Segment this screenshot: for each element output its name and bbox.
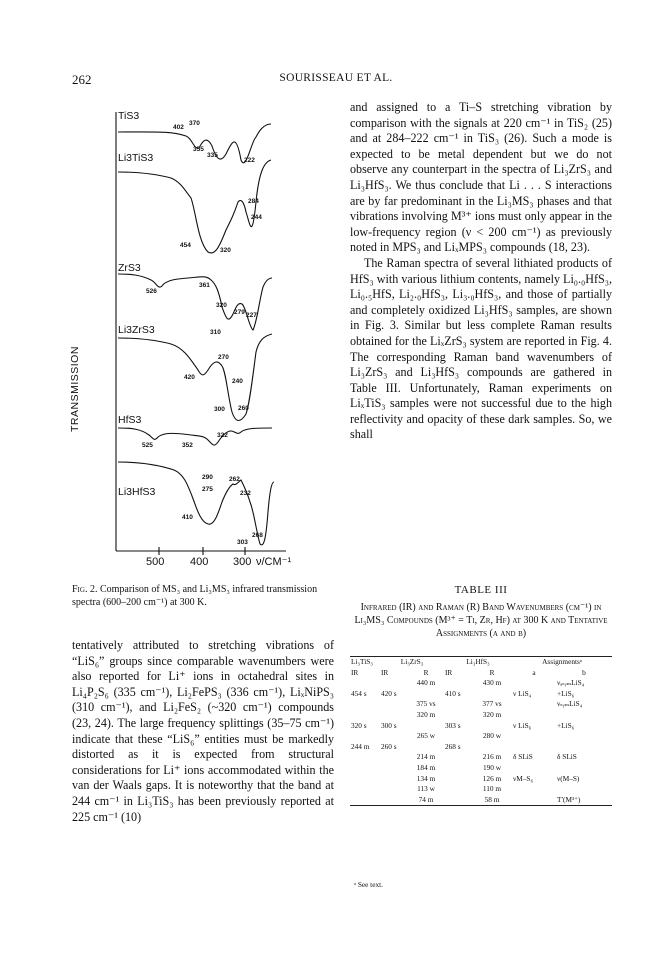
peak-label-ZrS3: 310 <box>210 329 221 336</box>
table-cell <box>512 742 556 753</box>
table-cell <box>444 774 472 785</box>
table-cell <box>380 774 408 785</box>
table-row <box>350 784 612 795</box>
table-cell: νₐₛᵧₘLiS₄ <box>557 678 585 688</box>
table-row <box>350 731 612 742</box>
table-cell <box>350 731 380 742</box>
header-cell: Li₃HfS₃ <box>466 657 490 666</box>
table-cell: 214 m <box>416 752 436 762</box>
table-cell: 268 s <box>445 741 461 751</box>
table-cell <box>408 742 444 753</box>
table-cell <box>350 699 380 710</box>
table-cell: 430 m <box>482 678 502 688</box>
peak-label-TiS3: 222 <box>244 157 255 164</box>
header-cell: b <box>582 667 586 677</box>
peak-label-TiS3: 370 <box>189 120 200 127</box>
label-ZrS3: ZrS3 <box>118 262 141 274</box>
table-cell <box>380 784 408 795</box>
table-cell: 300 s <box>381 720 397 730</box>
trace-Li3TiS3 <box>118 160 271 253</box>
table-cell: δ SLiS <box>513 752 533 762</box>
table <box>350 656 612 808</box>
table-cell <box>556 763 612 774</box>
table-cell: 420 s <box>381 688 397 698</box>
x-tick-label-500: 500 <box>146 556 165 568</box>
peak-label-Li3ZrS3: 240 <box>232 378 243 385</box>
y-axis-label: TRANSMISSION <box>69 346 81 432</box>
peak-label-HfS3: 352 <box>182 442 193 449</box>
peak-label-Li3ZrS3: 270 <box>218 354 229 361</box>
peak-label-Li3HfS3: 268 <box>252 532 263 539</box>
table-cell: +LiS₆ <box>557 720 575 730</box>
table-cell: 377 vs <box>482 699 502 709</box>
right-column-text <box>350 100 612 443</box>
table-cell: 184 m <box>416 762 436 772</box>
peak-label-ZrS3: 227 <box>246 312 257 319</box>
table-caption: Infrared (IR) and Raman (R) Band Wavenumbers (cm⁻¹) in Li₃MS₃ Compounds (M³⁺ = Ti, Zr, Hf) at 300 K and Tentative Assignments (a and b) <box>354 602 608 639</box>
figure-caption-lead: Fig. 2. <box>72 584 98 595</box>
table-cell <box>556 710 612 721</box>
trace-Li3HfS3 <box>118 462 274 545</box>
table-cell <box>380 731 408 742</box>
table-cell: 410 s <box>445 688 461 698</box>
table-cell <box>472 689 512 700</box>
table-cell: νₛᵧₘLiS₄ <box>557 699 583 709</box>
table-cell <box>444 731 472 742</box>
table-cell <box>380 699 408 710</box>
x-axis-unit: ν/CM⁻¹ <box>256 556 292 568</box>
table-cell: νM–S₆ <box>513 773 534 783</box>
peak-label-Li3HfS3: 262 <box>229 476 240 483</box>
peak-label-Li3TiS3: 454 <box>180 242 191 249</box>
table-cell: 216 m <box>482 752 502 762</box>
table-cell <box>512 731 556 742</box>
table-cell <box>512 699 556 710</box>
paragraph: The Raman spectra of several lithiated products of HfS₃ with various lithium contents, namely Li₀.₀HfS₃, Li₀.₅HfS, Li₂.₀HfS₃, Li₃.₀HfS₃, and those of partially and completely oxidized Li₃HfS₃ samples, are shown in Fig. 3. Similar but less complete Raman results obtained for the LiₓZrS₃ system are reported in Fig. 4. The corresponding Raman band wavenumbers of Li₃ZrS₃ and Li₃HfS₃ compounds are gathered in Table III. Unfortunately, Raman experiments on LiₓTiS₃ samples were not successful due to the high reflectivity and opacity of these dark samples. So, we shall <box>350 255 612 442</box>
peak-label-TiS3: 402 <box>173 124 184 131</box>
table-cell <box>380 710 408 721</box>
table-row <box>350 774 612 785</box>
table-cell <box>350 784 380 795</box>
header-cell: Li₃TiS₃ <box>351 657 373 666</box>
page-number: 262 <box>72 72 92 87</box>
peak-label-Li3TiS3: 284 <box>248 198 259 205</box>
table-cell <box>556 742 612 753</box>
table-cell: +LiS₆ <box>557 688 575 698</box>
table-cell <box>512 710 556 721</box>
table-cell <box>380 752 408 763</box>
table-row <box>350 678 612 689</box>
peak-label-ZrS3: 361 <box>199 282 210 289</box>
table-row <box>350 710 612 721</box>
table-cell <box>380 678 408 689</box>
peak-label-TiS3: 355 <box>193 146 204 153</box>
table-cell <box>444 699 472 710</box>
header-cell: R <box>489 667 495 677</box>
table-cell: 113 w <box>417 784 435 794</box>
table-cell: δ SLiS <box>557 752 577 762</box>
table-heading <box>350 584 612 640</box>
table-row <box>350 721 612 732</box>
table-cell <box>444 763 472 774</box>
table-cell <box>472 742 512 753</box>
x-tick-label-400: 400 <box>190 556 209 568</box>
peak-label-HfS3: 322 <box>217 432 228 439</box>
table-number: TABLE III <box>454 584 508 596</box>
table-row <box>350 795 612 806</box>
table-cell: ν LiS₆ <box>513 720 532 730</box>
paragraph: and assigned to a Ti–S stretching vibration by comparison with the signals at 220 cm⁻¹ in TiS₂ (25) and at 284–222 cm⁻¹ in TiS₃ (26). Such a mode is expected to be metal dependent but we do not observe any counterpart in the spectra of Li₃ZrS₃ and Li₃HfS₃. We thus conclude that Li . . . S interactions are by far predominant in the Li₃MS₃ phases and that vibrations involving M³⁺ ions must only appear in the low-frequency region (ν < 200 cm⁻¹) as previously noted in MPS₃ and LiₓMPS₃ compounds (18, 23). <box>350 100 612 255</box>
table-cell: 454 s <box>351 688 367 698</box>
table-cell: 74 m <box>418 794 434 804</box>
label-Li3TiS3: Li3TiS3 <box>118 152 154 164</box>
header-cell: IR <box>351 667 359 677</box>
table-subheader-row <box>350 668 612 679</box>
table-cell: 126 m <box>482 773 502 783</box>
table-cell: 260 s <box>381 741 397 751</box>
table-row <box>350 689 612 700</box>
figure-2-ir-spectra <box>69 102 316 572</box>
table-cell <box>444 784 472 795</box>
header-cell: IR <box>445 667 453 677</box>
table-cell <box>444 678 472 689</box>
table-cell: 280 w <box>482 731 502 741</box>
peak-label-Li3ZrS3: 260 <box>238 405 249 412</box>
label-TiS3: TiS3 <box>118 110 140 122</box>
table-cell <box>556 784 612 795</box>
table-cell <box>556 731 612 742</box>
peak-label-Li3HfS3: 303 <box>237 539 248 546</box>
peak-label-ZrS3: 320 <box>216 302 227 309</box>
peak-label-TiS3: 335 <box>207 152 218 159</box>
table-header-row <box>350 657 612 668</box>
header-cell: Assignmentsᵃ <box>542 657 582 666</box>
table-cell: 303 s <box>445 720 461 730</box>
table-cell: 58 m <box>484 794 500 804</box>
table-cell <box>408 721 444 732</box>
table-cell: 320 m <box>416 709 436 719</box>
peak-label-Li3HfS3: 410 <box>182 514 193 521</box>
peak-label-Li3ZrS3: 300 <box>214 406 225 413</box>
table-cell <box>472 721 512 732</box>
peak-label-ZrS3: 526 <box>146 288 157 295</box>
table-cell <box>408 689 444 700</box>
table-cell: 440 m <box>416 678 436 688</box>
table-cell <box>350 678 380 689</box>
table-cell <box>444 710 472 721</box>
spectra-plot <box>96 102 316 572</box>
figure-caption <box>72 584 334 609</box>
table-cell: 375 vs <box>416 699 436 709</box>
x-tick-label-300: 300 <box>233 556 252 568</box>
label-HfS3: HfS3 <box>118 414 142 426</box>
table-cell: 265 w <box>416 731 436 741</box>
table-cell <box>350 710 380 721</box>
table-row <box>350 699 612 710</box>
peak-label-ZrS3: 279 <box>234 309 245 316</box>
peak-label-Li3ZrS3: 420 <box>184 374 195 381</box>
trace-ZrS3 <box>118 274 272 330</box>
table-cell <box>380 763 408 774</box>
left-column-text <box>72 638 334 825</box>
table-cell <box>380 795 408 806</box>
table-iii <box>350 656 612 808</box>
table-cell: 190 w <box>482 762 502 772</box>
table-cell: T′(M³⁺) <box>557 794 581 804</box>
header-cell: IR <box>381 667 389 677</box>
table-cell: ν(M–S) <box>557 773 580 783</box>
table-cell <box>512 763 556 774</box>
paragraph: tentatively attributed to stretching vibrations of “LiS₆” groups since comparable wavenumbers were also reported for Li⁺ ions in octahedral sites in Li₄P₂S₆ (335 cm⁻¹), Li₂FePS₃ (336 cm⁻¹), LiₓNiPS₃ (310 cm⁻¹), and Li₂FeS₂ (~320 cm⁻¹) compounds (23, 24). The large frequency splittings (35–75 cm⁻¹) indicate that these “LiS₆” entities must be markedly distorted as it is expected from structural considerations for Li⁺ ions accommodated within the van der Waals gaps. It is noteworthy that the band at 244 cm⁻¹ in Li₃TiS₃ has been previously reported at 225 cm⁻¹ (10) <box>72 638 334 824</box>
table-cell: ν LiS₄ <box>513 688 532 698</box>
peak-label-Li3TiS3: 320 <box>220 247 231 254</box>
table-footnote: ᵃ See text. <box>354 880 383 889</box>
table-cell <box>512 678 556 689</box>
table-cell: 244 m <box>351 741 370 751</box>
table-cell <box>350 795 380 806</box>
table-cell: 134 m <box>416 773 436 783</box>
table-cell: 110 m <box>482 784 502 794</box>
figure-caption-text: Comparison of MS₃ and Li₃MS₃ infrared transmission spectra (600–200 cm⁻¹) at 300 K. <box>72 584 318 608</box>
table-cell <box>444 795 472 806</box>
label-Li3ZrS3: Li3ZrS3 <box>118 324 155 336</box>
table-cell: 320 m <box>482 709 502 719</box>
peak-label-Li3HfS3: 290 <box>202 474 213 481</box>
running-head: SOURISSEAU ET AL. <box>279 72 393 84</box>
peak-label-Li3TiS3: 244 <box>251 214 262 221</box>
table-cell <box>512 784 556 795</box>
table-cell <box>350 752 380 763</box>
table-row <box>350 742 612 753</box>
peak-label-Li3HfS3: 275 <box>202 486 213 493</box>
table-row <box>350 763 612 774</box>
peak-label-Li3HfS3: 232 <box>240 490 251 497</box>
table-cell <box>512 795 556 806</box>
table-cell <box>350 774 380 785</box>
header-cell: R <box>423 667 429 677</box>
header-cell: Li₃ZrS₃ <box>400 657 424 666</box>
table-row <box>350 752 612 763</box>
header-cell: a <box>532 667 536 677</box>
table-cell <box>444 752 472 763</box>
label-Li3HfS3: Li3HfS3 <box>118 486 156 498</box>
table-cell: 320 s <box>351 720 367 730</box>
peak-label-HfS3: 525 <box>142 442 153 449</box>
table-cell <box>350 763 380 774</box>
